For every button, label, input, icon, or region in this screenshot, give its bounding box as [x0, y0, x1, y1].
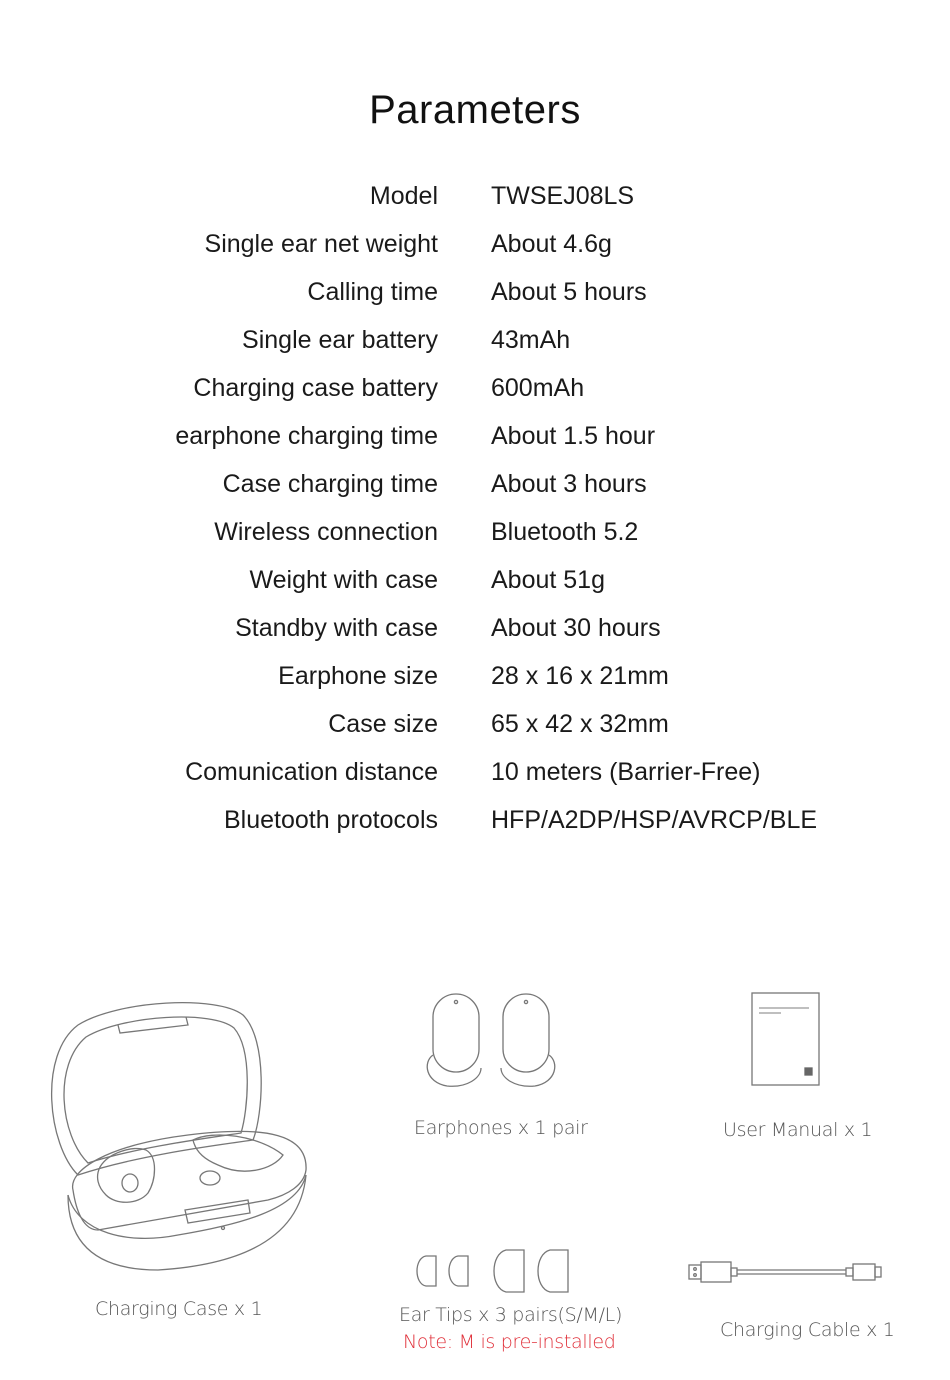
spec-row	[0, 798, 950, 846]
spec-value: About 1.5 hour	[491, 422, 656, 450]
ear-tips-caption: Ear Tips x 3 pairs(S/M/L)	[399, 1304, 623, 1326]
spec-row	[0, 318, 950, 366]
earphones-icon	[425, 990, 585, 1090]
spec-label: Case size	[328, 710, 438, 738]
spec-value: About 5 hours	[491, 278, 647, 306]
spec-value: HFP/A2DP/HSP/AVRCP/BLE	[491, 806, 818, 834]
spec-value: About 51g	[491, 566, 605, 594]
spec-value: 600mAh	[491, 374, 585, 402]
spec-row	[0, 606, 950, 654]
charging-cable-caption: Charging Cable x 1	[720, 1319, 895, 1341]
spec-value: About 3 hours	[491, 470, 647, 498]
spec-row	[0, 654, 950, 702]
spec-row	[0, 366, 950, 414]
spec-label: Weight with case	[249, 566, 438, 594]
spec-label: Bluetooth protocols	[223, 806, 438, 834]
spec-label: Charging case battery	[193, 374, 438, 402]
spec-label: Comunication distance	[185, 758, 438, 786]
spec-value: 43mAh	[491, 326, 571, 354]
spec-label: Calling time	[307, 278, 438, 306]
spec-label: Wireless connection	[214, 518, 438, 546]
spec-label: Case charging time	[222, 470, 438, 498]
charging-cable-icon	[688, 1260, 884, 1284]
spec-label: earphone charging time	[175, 422, 438, 450]
spec-label: Model	[369, 182, 438, 210]
spec-row	[0, 558, 950, 606]
user-manual-icon	[751, 992, 821, 1087]
user-manual-caption: User Manual x 1	[723, 1119, 873, 1141]
spec-row	[0, 462, 950, 510]
spec-value: About 30 hours	[491, 614, 661, 642]
spec-label: Earphone size	[278, 662, 438, 690]
spec-row	[0, 222, 950, 270]
spec-row	[0, 510, 950, 558]
earphones-caption: Earphones x 1 pair	[414, 1117, 588, 1139]
spec-row	[0, 702, 950, 750]
ear-tips-icon	[410, 1250, 575, 1295]
spec-label: Single ear battery	[242, 326, 438, 354]
spec-value: TWSEJ08LS	[491, 182, 635, 210]
spec-row	[0, 414, 950, 462]
charging-case-icon	[38, 995, 308, 1275]
ear-tips-note: Note: M is pre-installed	[403, 1331, 616, 1353]
spec-value: About 4.6g	[491, 230, 612, 258]
spec-row	[0, 174, 950, 222]
spec-value: 28 x 16 x 21mm	[491, 662, 669, 690]
spec-value: 65 x 42 x 32mm	[491, 710, 669, 738]
charging-case-caption: Charging Case x 1	[95, 1298, 263, 1320]
spec-label: Standby with case	[235, 614, 438, 642]
spec-value: 10 meters (Barrier-Free)	[491, 758, 761, 786]
spec-label: Single ear net weight	[204, 230, 438, 258]
page-title: Parameters	[369, 88, 581, 132]
spec-row	[0, 750, 950, 798]
spec-row	[0, 270, 950, 318]
spec-value: Bluetooth 5.2	[491, 518, 639, 546]
